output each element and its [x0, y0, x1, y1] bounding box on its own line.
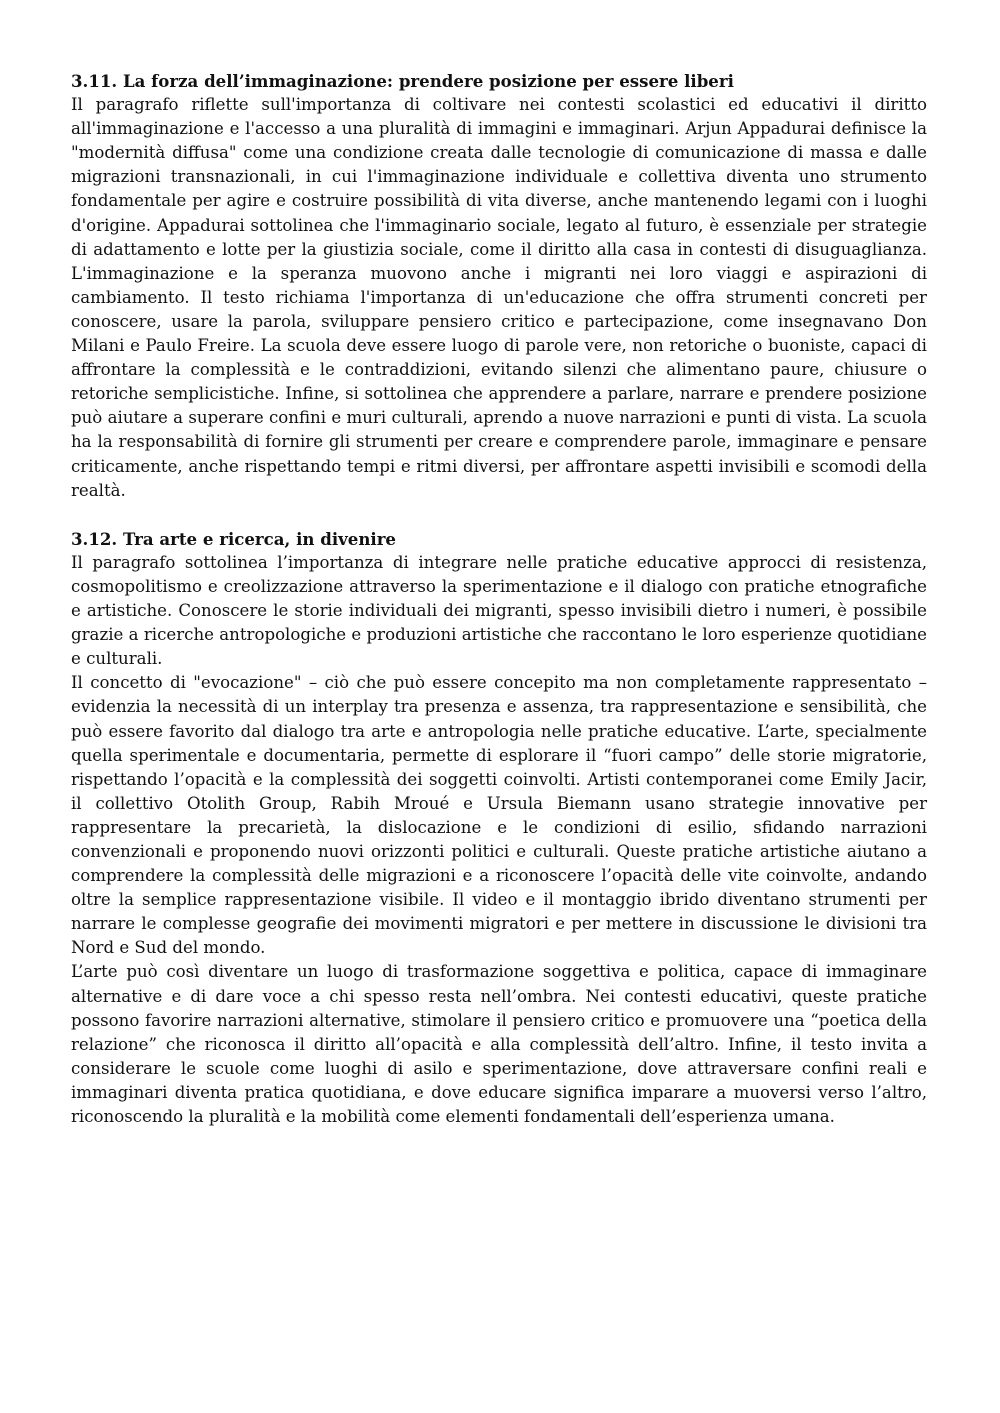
section-paragraph: Il paragrafo riflette sull'importanza di coltivare nei contesti scolastici ed educativi il diritto all'immaginazione e l'accesso a una pluralità di immagini e immaginari. Arjun Appadurai definisce la "modernità diffusa" come una condizione creata dalle tecnologie di comunicazione di massa e dalle migrazioni transnazionali, in cui l'immaginazione individuale e collettiva diventa uno strumento fondamentale per agire e costruire possibilità di vita diverse, anche mantenendo legami con i luoghi d'origine. Appadurai sottolinea che l'immaginario sociale, legato al futuro, è essenziale per strategie di adattamento e lotte per la giustizia sociale, come il diritto alla casa in contesti di disuguaglianza. L'immaginazione e la speranza muovono anche i migranti nei loro viaggi e aspirazioni di cambiamento. Il testo richiama l'importanza di un'educazione che offra strumenti concreti per conoscere, usare la parola, sviluppare pensiero critico e partecipazione, come insegnavano Don Milani e Paulo Freire. La scuola deve essere luogo di parole vere, non retoriche o buoniste, capaci di affrontare la complessità e le contraddizioni, evitando silenzi che alimentano paure, chiusure o retoriche semplicistiche. Infine, si sottolinea che apprendere a parlare, narrare e prendere posizione può aiutare a superare confini e muri culturali, aprendo a nuove narrazioni e punti di vista. La scuola ha la responsabilità di fornire gli strumenti per creare e comprendere parole, immaginare e pensare criticamente, anche rispettando tempi e ritmi diversi, per affrontare aspetti invisibili e scomodi della realtà. [71, 95, 927, 500]
section-paragraph: L’arte può così diventare un luogo di trasformazione soggettiva e politica, capace di immaginare alternative e di dare voce a chi spesso resta nell’ombra. Nei contesti educativi, queste pratiche possono favorire narrazioni alternative, stimolare il pensiero critico e promuovere una “poetica della relazione” che riconosca il diritto all’opacità e alla complessità dell’altro. Infine, il testo invita a considerare le scuole come luoghi di asilo e sperimentazione, dove attraversare confini reali e immaginari diventa pratica quotidiana, e dove educare significa imparare a muoversi verso l’altro, riconoscendo la pluralità e la mobilità come elementi fondamentali dell’esperienza umana. [71, 962, 927, 1127]
section-heading: 3.12. Tra arte e ricerca, in divenire [71, 528, 396, 549]
section-3-11 [71, 69, 927, 503]
section-paragraph: Il concetto di "evocazione" – ciò che può essere concepito ma non completamente rappresentato – evidenzia la necessità di un interplay tra presenza e assenza, tra rappresentazione e sensibilità, che può essere favorito dal dialogo tra arte e antropologia nelle pratiche educative. L’arte, specialmente quella sperimentale e documentaria, permette di esplorare il “fuori campo” delle storie migratorie, rispettando l’opacità e la complessità dei soggetti coinvolti. Artisti contemporanei come Emily Jacir, il collettivo Otolith Group, Rabih Mroué e Ursula Biemann usano strategie innovative per rappresentare la precarietà, la dislocazione e le condizioni di esilio, sfidando narrazioni convenzionali e proponendo nuovi orizzonti politici e culturali. Queste pratiche artistiche aiutano a comprendere la complessità delle migrazioni e a riconoscere l’opacità delle vite coinvolte, andando oltre la semplice rappresentazione visibile. Il video e il montaggio ibrido diventano strumenti per narrare le complesse geografie dei movimenti migratori e per mettere in discussione le divisioni tra Nord e Sud del mondo. [71, 673, 927, 958]
section-3-12 [71, 527, 927, 1129]
section-paragraph: Il paragrafo sottolinea l’importanza di integrare nelle pratiche educative approcci di resistenza, cosmopolitismo e creolizzazione attraverso la sperimentazione e il dialogo con pratiche etnografiche e artistiche. Conoscere le storie individuali dei migranti, spesso invisibili dietro i numeri, è possibile grazie a ricerche antropologiche e produzioni artistiche che raccontano le loro esperienze quotidiane e culturali. [71, 552, 927, 669]
section-heading: 3.11. La forza dell’immaginazione: prendere posizione per essere liberi [71, 71, 734, 91]
document-page [71, 69, 927, 1129]
